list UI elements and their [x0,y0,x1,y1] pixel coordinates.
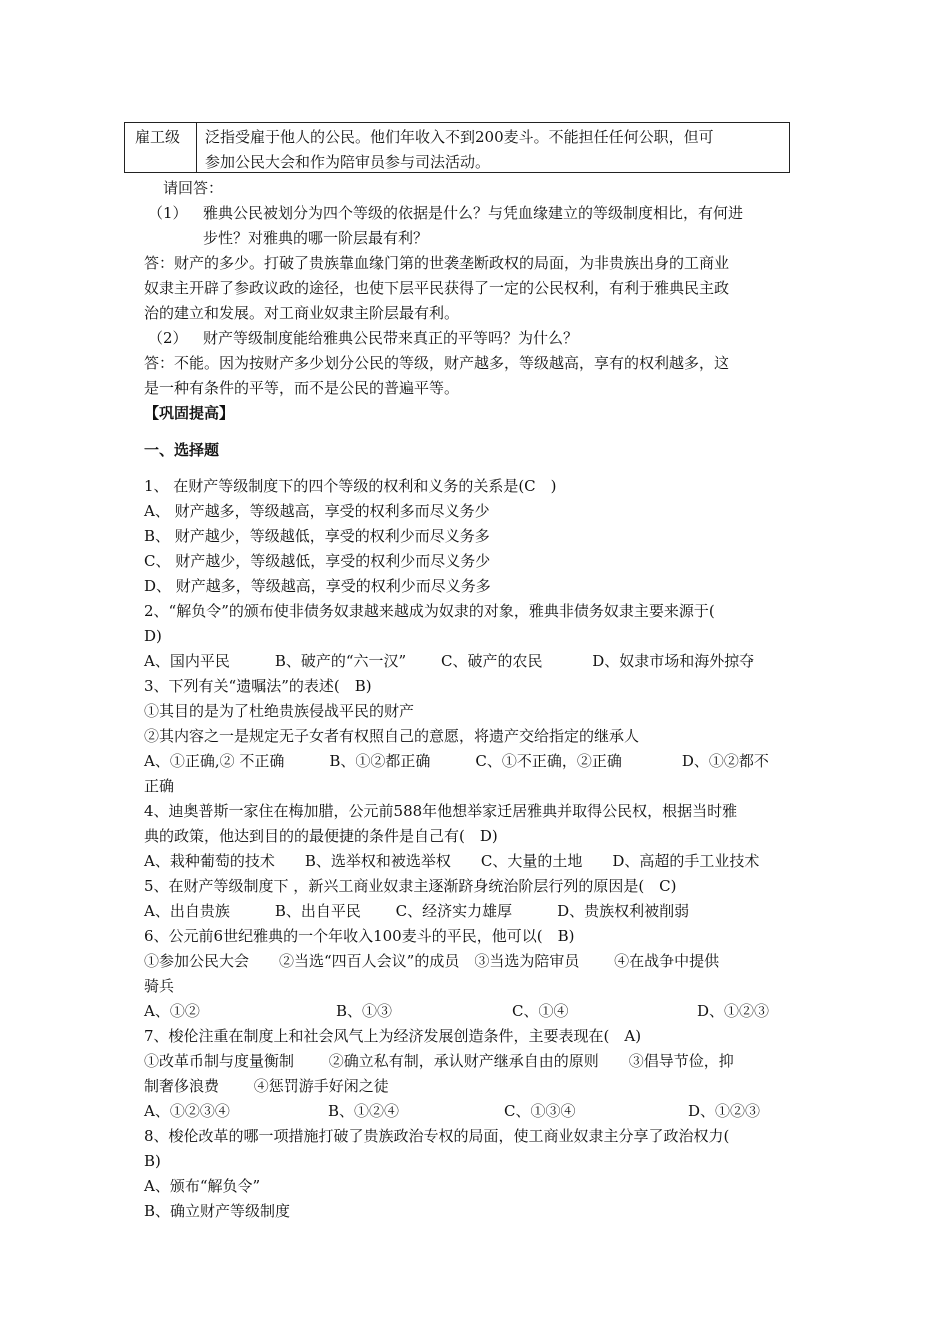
question-1: 1、 在财产等级制度下的四个等级的权利和义务的关系是(C ) [144,477,557,495]
question-5-options: A、出自贵族 B、出自平民 C、经济实力雄厚 D、贵族权利被削弱 [144,902,690,920]
option-d: D、①②③ [688,1102,761,1120]
option-a: A、①②③④ [144,1102,230,1120]
option-b: B、 财产越少，等级越低，享受的权利少而尽义务多 [144,527,490,545]
option-a: A、颁布“解负令” [144,1177,261,1195]
section-title: 【巩固提高】 [144,404,235,422]
option-b: B、①③ [336,1002,393,1020]
question-6-items: 骑兵 [144,977,175,995]
question-7-items: ①改革币制与度量衡制 ②确立私有制，承认财产继承自由的原则 ③倡导节俭，抑 [144,1052,734,1070]
question-8: 8、梭伦改革的哪一项措施打破了贵族政治专权的局面，使工商业奴隶主分享了政治权力( [144,1127,730,1145]
q1-answer: 答：财产的多少。打破了贵族靠血缘门第的世袭垄断政权的局面，为非贵族出身的工商业 [144,254,730,272]
option-a: A、①② [144,1002,200,1020]
option-c: C、①③④ [504,1102,576,1120]
table-level-cell: 雇工级 [125,123,197,172]
q2-number: （2） [148,329,188,347]
sub-title: 一、选择题 [144,441,220,459]
q2-text: 财产等级制度能给雅典公民带来真正的平等吗？为什么？ [203,329,579,347]
question-8-answer: B) [144,1152,161,1170]
q1-answer: 奴隶主开辟了参政议政的途径，也使下层平民获得了一定的公民权利，有利于雅典民主政 [144,279,730,297]
q1-text: 雅典公民被划分为四个等级的依据是什么？与凭血缘建立的等级制度相比，有何进 [203,204,744,222]
q2-answer: 是一种有条件的平等，而不是公民的普遍平等。 [144,379,460,397]
option-b: B、①②④ [328,1102,400,1120]
question-5: 5、在财产等级制度下 ，新兴工商业奴隶主逐渐跻身统治阶层行列的原因是( C) [144,877,677,895]
option-a: A、 财产越多，等级越高，享受的权利多而尽义务少 [144,502,490,520]
intro-text: 请回答： [163,179,224,197]
q1-text: 步性？对雅典的哪一阶层最有利？ [203,229,429,247]
question-4: 4、迪奥普斯一家住在梅加腊，公元前588年他想举家迁居雅典并取得公民权，根据当时雅 [144,802,738,820]
class-table-row [124,122,790,173]
table-desc-line: 泛指受雇于他人的公民。他们年收入不到200麦斗。不能担任任何公职，但可 [205,128,714,146]
question-7: 7、梭伦注重在制度上和社会风气上为经济发展创造条件，主要表现在( A) [144,1027,642,1045]
question-2-answer: D) [144,627,162,645]
option-b: B、确立财产等级制度 [144,1202,291,1220]
table-desc-line: 参加公民大会和作为陪审员参与司法活动。 [205,153,491,171]
table-desc-cell [197,123,789,172]
question-6: 6、公元前6世纪雅典的一个年收入100麦斗的平民，他可以( B) [144,927,575,945]
question-3-options: A、①正确,② 不正确 B、①②都正确 C、①不正确，②正确 D、①②都不 [144,752,769,770]
question-3-options: 正确 [144,777,175,795]
q1-answer: 治的建立和发展。对工商业奴隶主阶层最有利。 [144,304,460,322]
option-d: D、①②③ [697,1002,770,1020]
question-2-options: A、国内平民 B、破产的“六一汉” C、破产的农民 D、奴隶市场和海外掠夺 [144,652,755,670]
option-c: C、①④ [512,1002,569,1020]
option-d: D、 财产越多，等级越高，享受的权利少而尽义务多 [144,577,491,595]
question-3-item: ①其目的是为了杜绝贵族侵战平民的财产 [144,702,415,720]
question-2: 2、“解负令”的颁布使非债务奴隶越来越成为奴隶的对象，雅典非债务奴隶主要来源于( [144,602,715,620]
q1-number: （1） [148,204,188,222]
question-3-item: ②其内容之一是规定无子女者有权照自己的意愿，将遗产交给指定的继承人 [144,727,640,745]
question-7-items: 制奢侈浪费 ④惩罚游手好闲之徒 [144,1077,389,1095]
question-6-items: ①参加公民大会 ②当选“四百人会议”的成员 ③当选为陪审员 ④在战争中提供 [144,952,720,970]
question-3: 3、下列有关“遗嘱法”的表述( B) [144,677,372,695]
question-4-options: A、栽种葡萄的技术 B、选举权和被选举权 C、大量的土地 D、高超的手工业技术 [144,852,760,870]
option-c: C、 财产越少，等级越低，享受的权利少而尽义务少 [144,552,491,570]
q2-answer: 答：不能。因为按财产多少划分公民的等级，财产越多，等级越高，享有的权利越多，这 [144,354,730,372]
question-4: 典的政策，他达到目的的最便捷的条件是自己有( D) [144,827,498,845]
